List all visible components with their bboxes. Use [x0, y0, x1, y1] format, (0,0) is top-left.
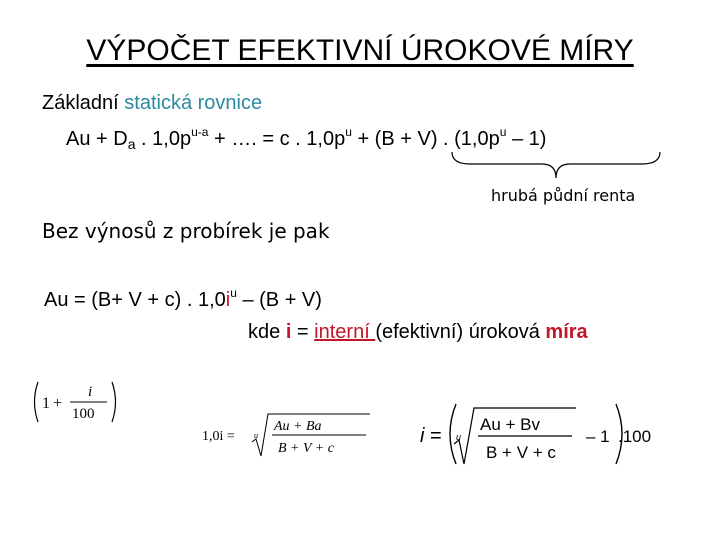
fc-i: i — [420, 425, 425, 447]
definition-line — [248, 321, 588, 344]
eq1-part-5: – 1) — [506, 128, 547, 150]
right-paren — [112, 382, 116, 422]
fb-numerator: Au + Ba — [274, 419, 322, 434]
fa-hundred: 100 — [72, 406, 95, 422]
eq2-part-2: – (B + V) — [236, 289, 322, 311]
static-equation — [66, 125, 546, 152]
eq1-sub-a: a — [127, 136, 136, 152]
heading-highlight: statická rovnice — [124, 92, 263, 114]
fc-times-hundred: .100 — [618, 427, 652, 446]
eq1-part-3: + …. = c . 1,0p — [208, 128, 346, 150]
eq1-part-1: Au + D — [66, 128, 128, 150]
fa-one: 1 — [42, 395, 50, 412]
fa-i: i — [88, 384, 93, 400]
fc-numerator: Au + Bv — [480, 415, 541, 434]
fb-lhs: 1,0i = — [202, 429, 235, 444]
underbrace — [450, 150, 662, 182]
fc-minus-one: – 1 — [586, 427, 610, 446]
left-paren — [35, 382, 39, 422]
kde-3: (efektivní) úroková — [375, 321, 546, 343]
section-heading — [42, 92, 262, 115]
eq2-sup: u — [230, 286, 237, 300]
simplified-equation — [44, 286, 322, 312]
eq2-part-1: Au = (B+ V + c) . 1,0 — [44, 289, 226, 311]
fc-eq: = — [430, 425, 442, 447]
fc-root-index: u — [456, 432, 462, 442]
kde-1: kde — [248, 321, 286, 343]
heading-prefix: Základní — [42, 92, 125, 114]
no-thinning-text: Bez výnosů z probírek je pak — [42, 219, 330, 243]
fb-root-index: u — [254, 431, 258, 440]
eq1-part-2: . 1,0p — [135, 128, 192, 150]
fa-plus: + — [53, 395, 63, 412]
eq2-i: i — [225, 289, 231, 311]
page-title: VÝPOČET EFEKTIVNÍ ÚROKOVÉ MÍRY — [86, 34, 634, 67]
kde-2: = — [291, 321, 315, 343]
formula-root-small — [200, 410, 372, 460]
fc-denominator: B + V + c — [486, 443, 556, 462]
eq1-part-4: + (B + V) . (1,0p — [351, 128, 500, 150]
kde-mira: míra — [545, 321, 588, 343]
formula-growth-factor — [30, 378, 122, 426]
eq1-sup-2: u — [345, 125, 352, 139]
eq1-sup-3: u — [499, 125, 507, 139]
kde-interni: interní — [314, 321, 376, 343]
brace-label: hrubá půdní renta — [491, 186, 636, 205]
kde-i: i — [285, 321, 292, 343]
fb-denominator: B + V + c — [278, 441, 334, 456]
eq1-sup-1: u-a — [191, 125, 209, 139]
formula-effective-rate — [416, 400, 658, 470]
